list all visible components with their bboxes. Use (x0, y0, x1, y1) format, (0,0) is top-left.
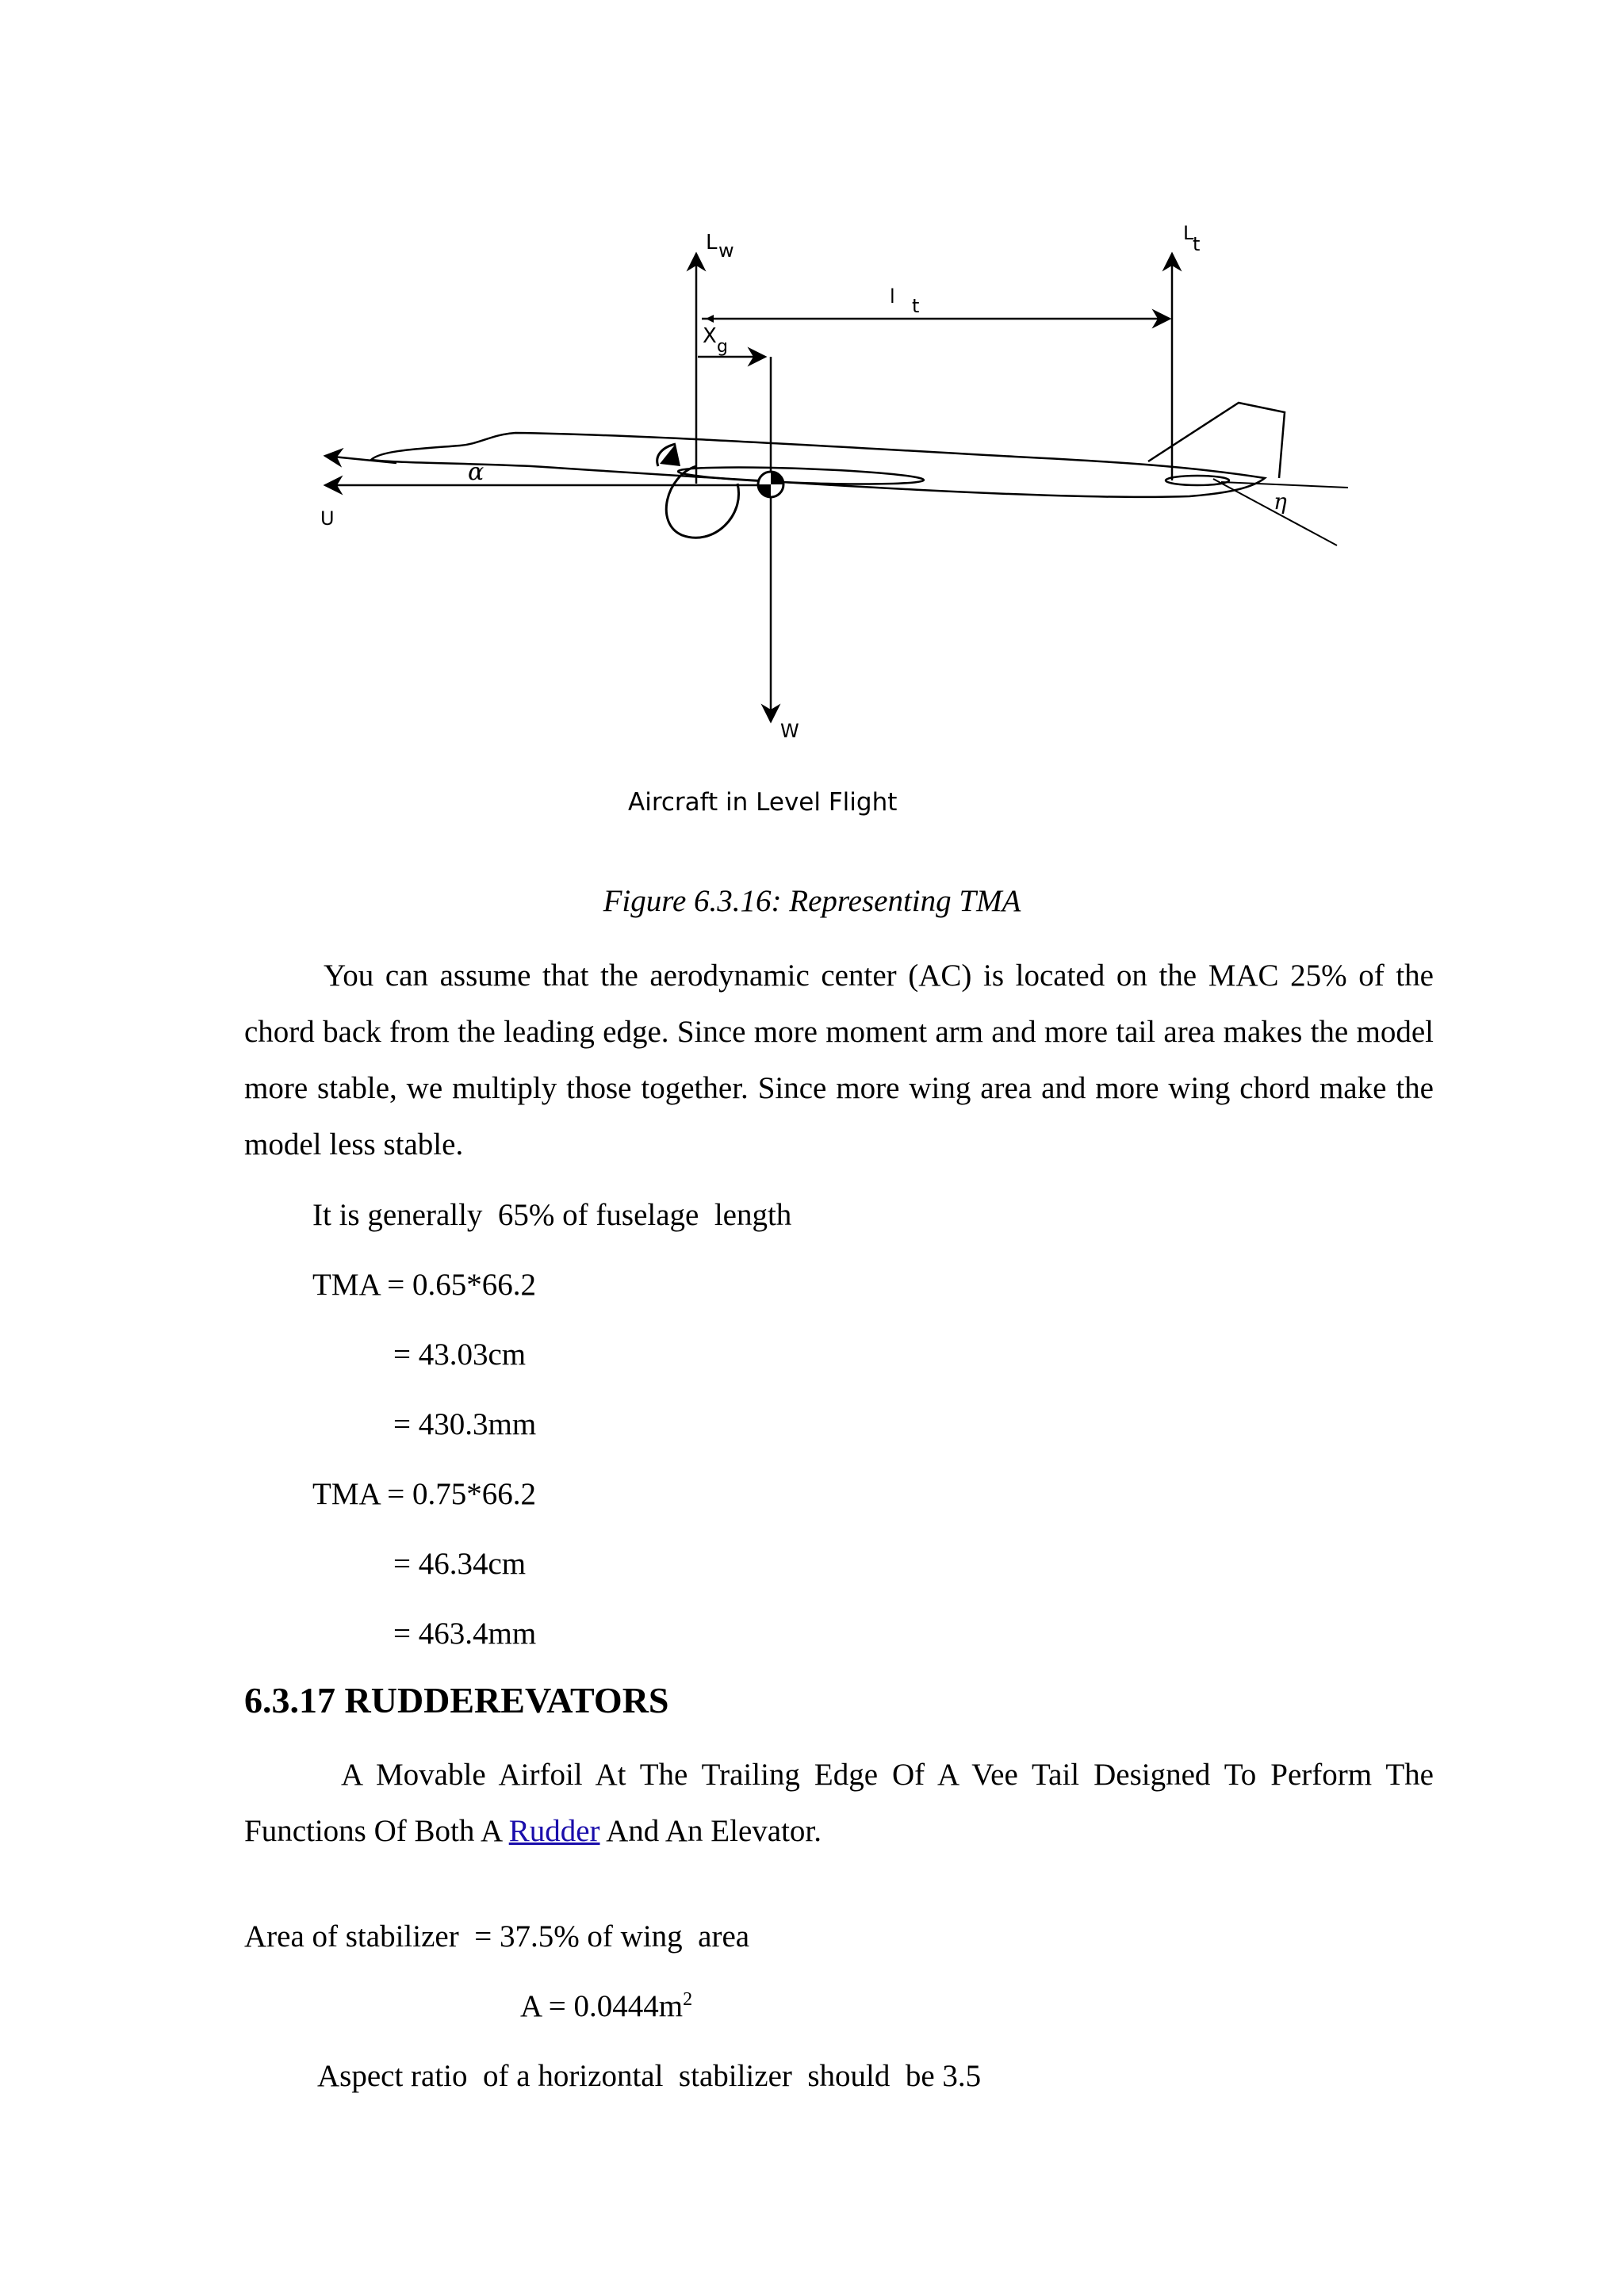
w-label: W (780, 720, 799, 742)
stabilizer-area-line: Area of stabilizer = 37.5% of wing area (244, 1919, 750, 1954)
stabilizer-area-exponent: 2 (683, 1989, 693, 2010)
tma-equation-1: TMA = 0.65*66.2 (312, 1268, 537, 1302)
tail-horizontal-line (1221, 482, 1348, 488)
fuselage-length-line: It is generally 65% of fuselage length (312, 1198, 792, 1232)
tma-result-1-cm: = 43.03cm (393, 1337, 527, 1372)
paragraph-ruddervators-end: And An Elevator. (599, 1814, 822, 1848)
tma-result-2-mm: = 463.4mm (393, 1617, 537, 1651)
wing-outline (678, 465, 924, 488)
cg-symbol (758, 472, 783, 497)
xg-label: X (703, 324, 717, 348)
stabilizer-area-value (520, 1988, 692, 2024)
alpha-label: α (468, 458, 485, 486)
aircraft-diagram-svg (301, 214, 1364, 848)
diagram-inner-title: Aircraft in Level Flight (628, 788, 898, 817)
tma-result-1-mm: = 430.3mm (393, 1407, 537, 1441)
aspect-ratio-line: Aspect ratio of a horizontal stabilizer should be 3.5 (317, 2059, 982, 2093)
xg-subscript: g (717, 337, 728, 357)
lt-dim-label: l (890, 285, 895, 308)
lw-subscript: w (718, 239, 734, 262)
lt-subscript: t (1193, 233, 1201, 255)
lt-dim-subscript: t (912, 295, 920, 317)
u-label: U (320, 507, 335, 530)
fuselage-outline (371, 433, 1265, 497)
tma-equation-2: TMA = 0.75*66.2 (312, 1477, 537, 1511)
tma-result-2-cm: = 46.34cm (393, 1547, 527, 1581)
tailplane-outline (1166, 476, 1229, 485)
paragraph-aerodynamic-center-text: You can assume that the aerodynamic center (AC) is located on the MAC 25% of the chord back from the leading edge. Since more moment arm and more tail area makes the model more stable, we multiply those together. Since more wing area and more wing chord make the model less stable. (244, 959, 1434, 1161)
paragraph-ruddervators (244, 1747, 1434, 1859)
lw-label: L (706, 231, 718, 254)
body-axis (325, 456, 396, 463)
lt-label: L (1183, 222, 1194, 244)
rudder-link[interactable]: Rudder (508, 1814, 600, 1848)
paragraph-ruddervators-text: A Movable Airfoil At The Trailing Edge Of A Vee Tail Designed To Perform The Functions Of Both A (244, 1758, 1434, 1848)
section-heading: 6.3.17 RUDDEREVATORS (244, 1680, 669, 1720)
moment-arc-arrow (660, 444, 680, 466)
paragraph-aerodynamic-center (244, 947, 1434, 1173)
eta-label: η (1274, 488, 1287, 515)
aircraft-diagram (301, 214, 1364, 848)
stabilizer-area-value-text: A = 0.0444m (520, 1989, 684, 2023)
figure-caption: Figure 6.3.16: Representing TMA (603, 884, 1021, 918)
